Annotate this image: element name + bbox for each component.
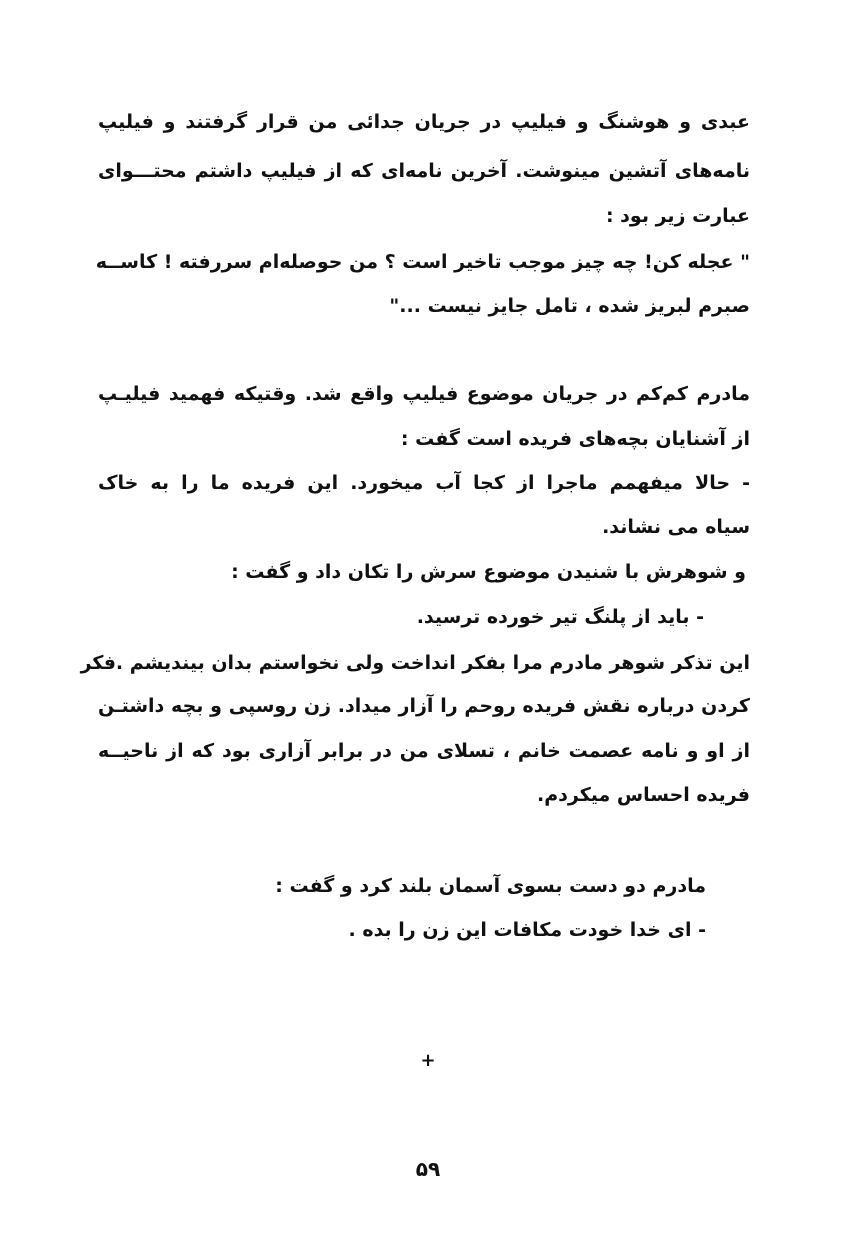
dialogue-3-line-1: - ای خدا خودت مکافات این زن را بده . (348, 919, 706, 941)
paragraph-4-line-3: از او و نامه عصمت خانم ، تسلای من در برابر آزاری بود که از ناحیــه (98, 740, 750, 762)
paragraph-1-line-3: عبارت زیر بود : (605, 205, 750, 227)
page-number: ۵۹ (415, 1157, 441, 1181)
quote-line-1: " عجله کن! چه چیز موجب تاخیر است ؟ من حوصله‌ام سررفته ! کاســه (95, 251, 750, 273)
paragraph-1-line-1: عبدی و هوشنگ و فیلیپ در جریان جدائی من قرار گرفتند و فیلیپ (98, 111, 750, 133)
dialogue-1-line-2: سیاه می نشاند. (602, 516, 750, 538)
paragraph-2-line-2: از آشنایان بچه‌های فریده است گفت : (400, 428, 750, 450)
paragraph-5-line-1: مادرم دو دست بسوی آسمان بلند کرد و گفت : (275, 875, 706, 897)
paragraph-2-line-1: مادرم کم‌کم در جریان موضوع فیلیپ واقع شد. وقتیکه فهمید فیلیـپ (98, 383, 750, 405)
dialogue-1-line-1: - حالا میفهمم ماجرا از کجا آب میخورد. این فریده ما را به خاک (98, 472, 750, 494)
section-separator: + (420, 1050, 436, 1071)
paragraph-1-line-2: نامه‌های آتشین مینوشت. آخرین نامه‌ای که از فیلیپ داشتم محتـــوای (98, 160, 750, 182)
paragraph-4-line-1: این تذکر شوهر مادرم مرا بفکر انداخت ولی نخواستم بدان بیندیشم .فکر (80, 652, 750, 674)
paragraph-3-line-1: و شوهرش با شنیدن موضوع سرش را تکان داد و گفت : (231, 561, 746, 583)
paragraph-4-line-4: فریده احساس میکردم. (537, 784, 750, 806)
quote-line-2: صبرم لبریز شده ، تامل جایز نیست ..." (389, 295, 750, 317)
paragraph-4-line-2: کردن درباره نقش فریده روحم را آزار میداد. زن روسپی و بچه داشتـن (98, 695, 750, 717)
dialogue-2-line-1: - باید از پلنگ تیر خورده ترسید. (416, 606, 704, 628)
